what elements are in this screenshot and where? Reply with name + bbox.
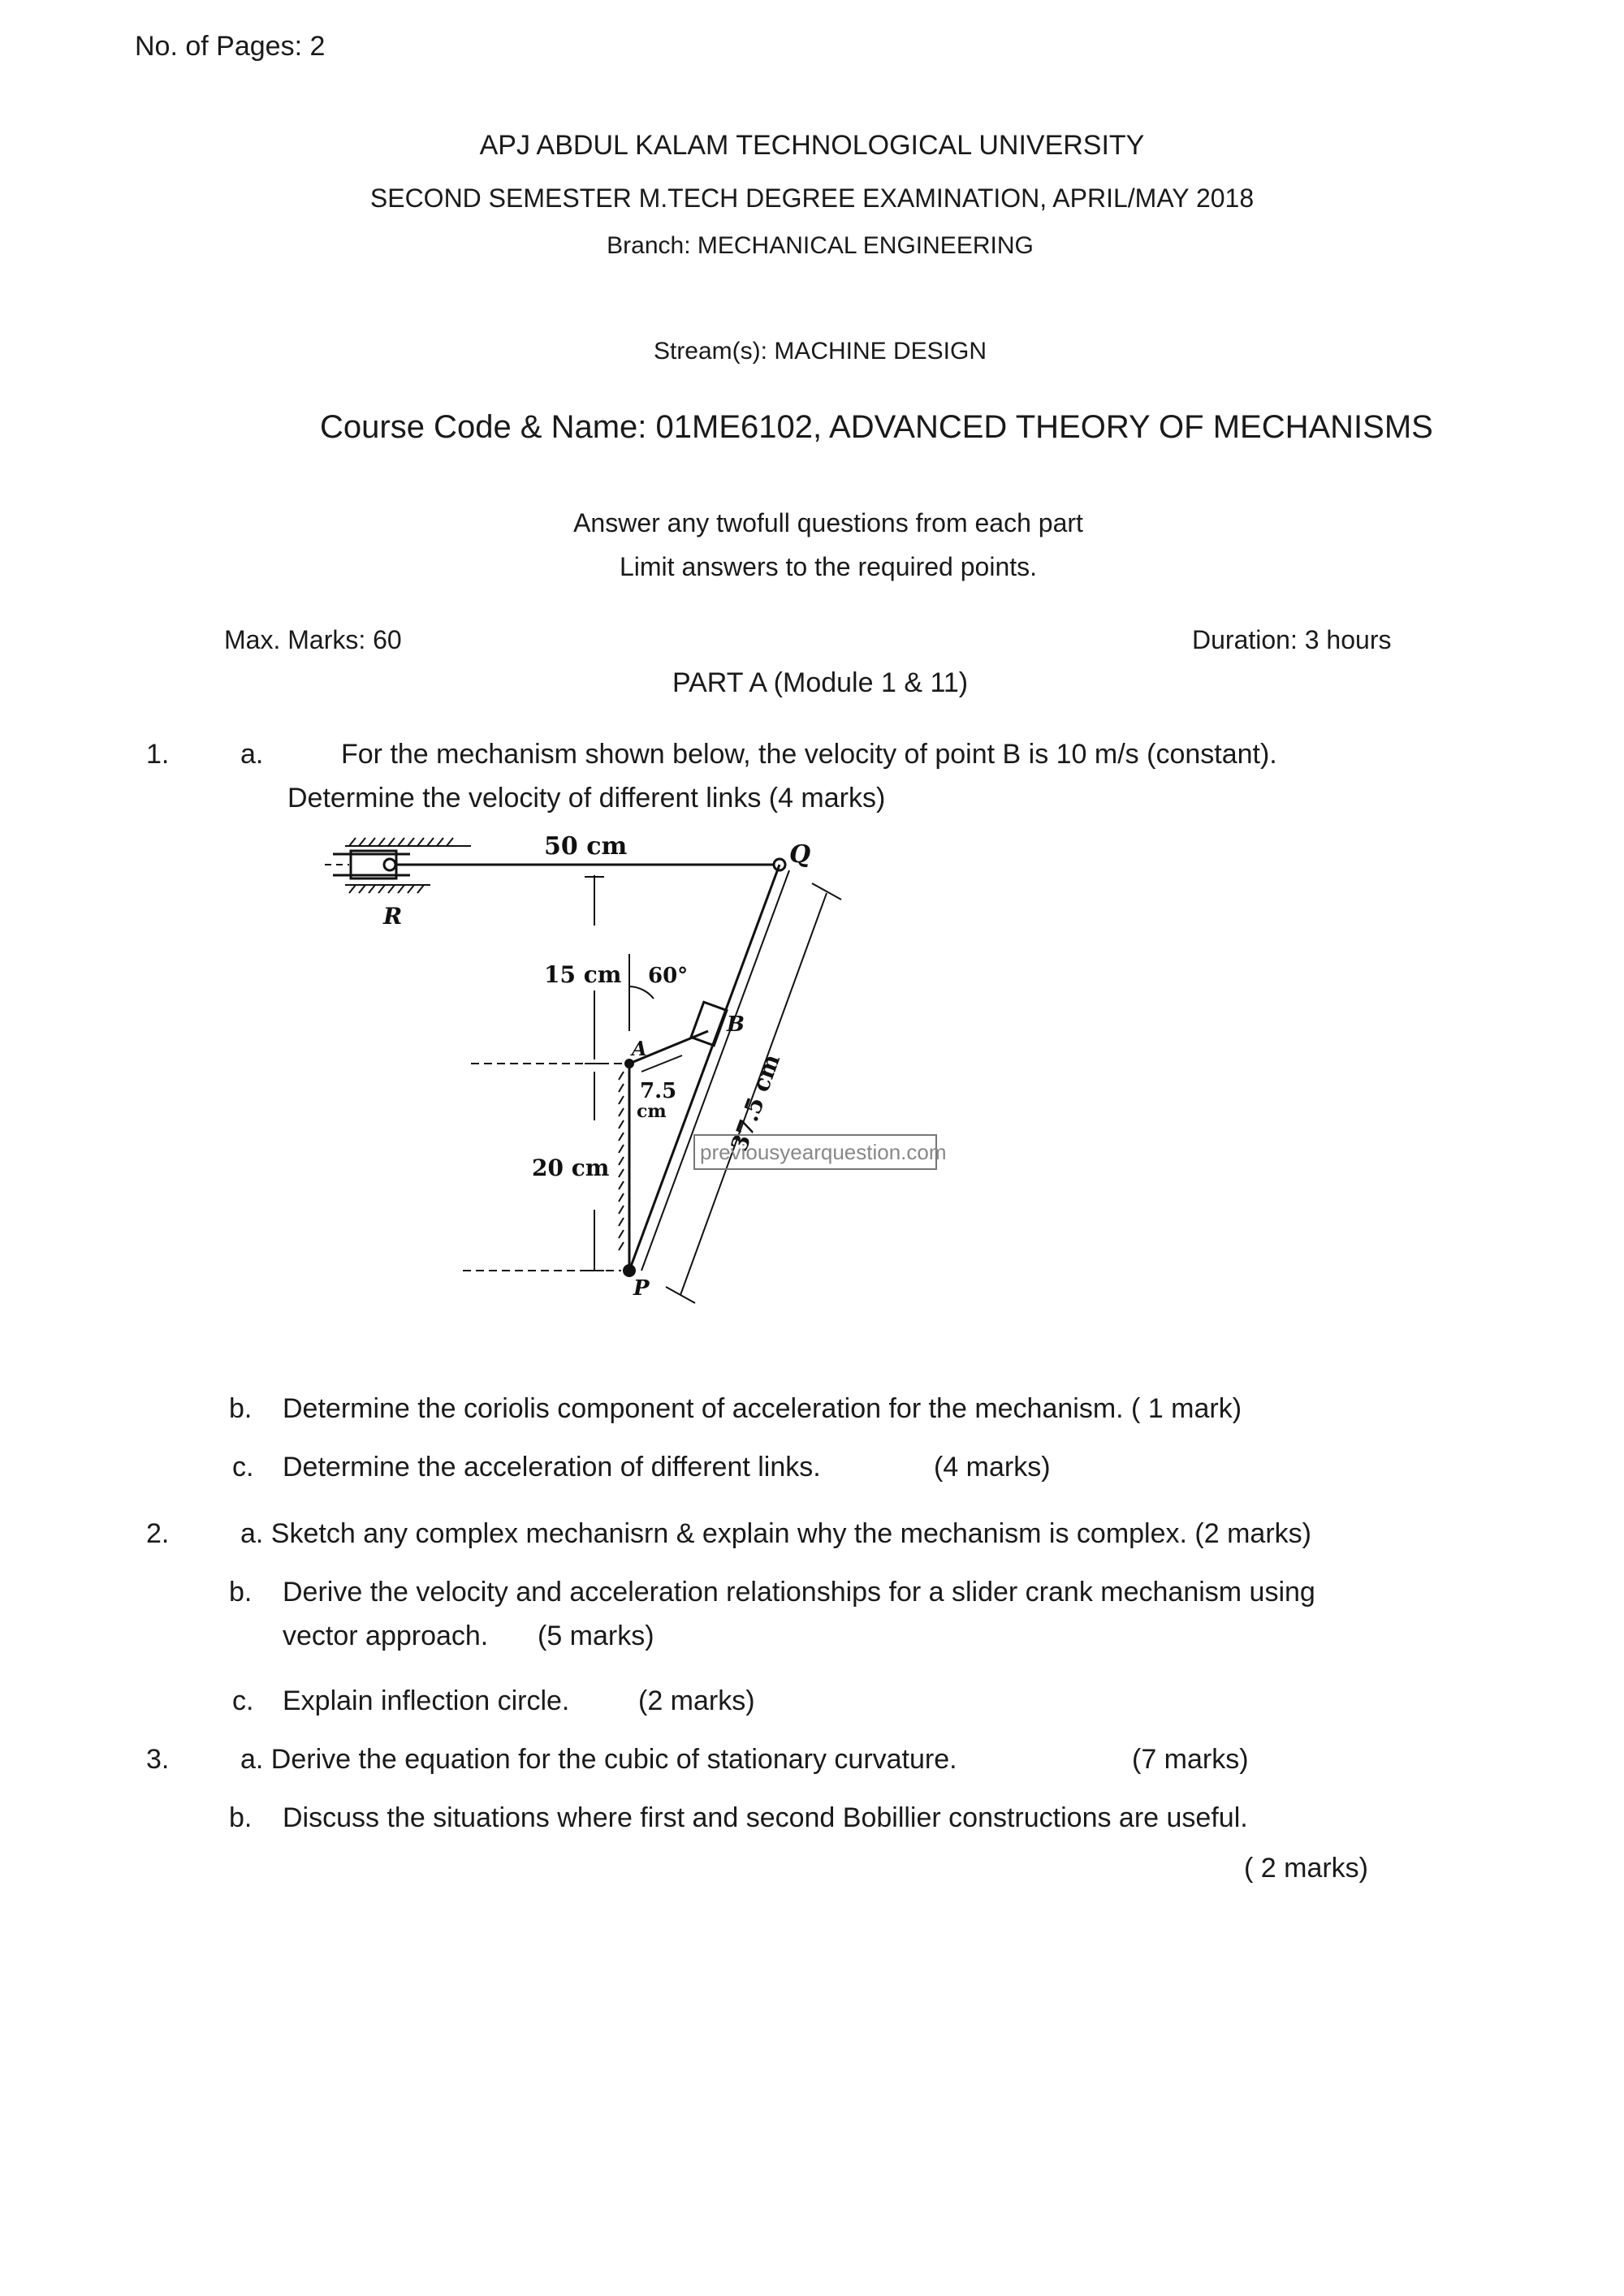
- dim-7-5-unit: cm: [637, 1101, 667, 1122]
- q2c-marks: (2 marks): [638, 1685, 755, 1716]
- q1a-label: a.: [240, 739, 264, 770]
- q2b-line2: vector approach.: [283, 1621, 489, 1651]
- page-count: No. of Pages: 2: [135, 31, 326, 62]
- q2b-marks: (5 marks): [538, 1621, 654, 1651]
- q1a-line1: For the mechanism shown below, the velocity of point B is 10 m/s (constant).: [341, 739, 1277, 770]
- q2b-line1: Derive the velocity and acceleration relationships for a slider crank mechanism using: [283, 1577, 1315, 1608]
- university-name: APJ ABDUL KALAM TECHNOLOGICAL UNIVERSITY: [479, 130, 1145, 161]
- q1b-text: Determine the coriolis component of acceleration for the mechanism. ( 1 mark): [283, 1393, 1242, 1424]
- max-marks: Max. Marks: 60: [224, 625, 402, 654]
- q1c-label: c.: [232, 1452, 254, 1482]
- dim-15cm: 15 cm: [544, 961, 622, 988]
- q2c-label: c.: [232, 1685, 254, 1716]
- part-heading: PART A (Module 1 & 11): [672, 667, 969, 698]
- watermark: [694, 1135, 947, 1169]
- q3a-marks: (7 marks): [1132, 1744, 1249, 1775]
- watermark-text: previousyearquestion.com: [700, 1140, 947, 1164]
- q3b-label: b.: [229, 1802, 253, 1833]
- stream: Stream(s): MACHINE DESIGN: [653, 338, 987, 365]
- exam-title: SECOND SEMESTER M.TECH DEGREE EXAMINATION, APRIL/MAY 2018: [369, 183, 1255, 213]
- label-b: B: [727, 1012, 745, 1037]
- label-r: R: [383, 903, 403, 930]
- label-q: Q: [789, 840, 811, 869]
- q2-number: 2.: [146, 1518, 170, 1549]
- angle-60: 60°: [648, 964, 689, 988]
- q1-number: 1.: [146, 739, 170, 770]
- q1a-line2: Determine the velocity of different links (4 marks): [287, 783, 886, 814]
- q2a-text: a. Sketch any complex mechanisrn & explain why the mechanism is complex. (2 marks): [240, 1518, 1311, 1549]
- label-a: A: [632, 1037, 647, 1060]
- q2b-label: b.: [229, 1577, 253, 1608]
- q3a-text: a. Derive the equation for the cubic of stationary curvature.: [240, 1744, 957, 1775]
- label-p: P: [633, 1276, 650, 1301]
- dim-20cm: 20 cm: [532, 1154, 610, 1181]
- q3b-marks: ( 2 marks): [1244, 1853, 1368, 1884]
- instruction-1: Answer any twofull questions from each part: [573, 508, 1083, 537]
- pin-p: [623, 1264, 636, 1277]
- q1c-marks: (4 marks): [934, 1452, 1051, 1482]
- course-title: Course Code & Name: 01ME6102, ADVANCED THEORY OF MECHANISMS: [320, 409, 1433, 445]
- q1c-text: Determine the acceleration of different links.: [283, 1452, 821, 1482]
- mechanism-figure: [309, 828, 958, 1315]
- q3b-text: Discuss the situations where first and second Bobillier constructions are useful.: [283, 1802, 1248, 1833]
- branch: Branch: MECHANICAL ENGINEERING: [607, 232, 1034, 259]
- q2c-text: Explain inflection circle.: [283, 1685, 570, 1716]
- dim-37-5cm: 37.5 cm: [725, 1050, 786, 1155]
- instruction-2: Limit answers to the required points.: [619, 552, 1038, 581]
- dim-50cm: 50 cm: [544, 832, 628, 861]
- duration: Duration: 3 hours: [1192, 625, 1392, 654]
- q1b-label: b.: [229, 1393, 253, 1424]
- dim-7-5: 7.5: [640, 1079, 677, 1103]
- q3-number: 3.: [146, 1744, 170, 1775]
